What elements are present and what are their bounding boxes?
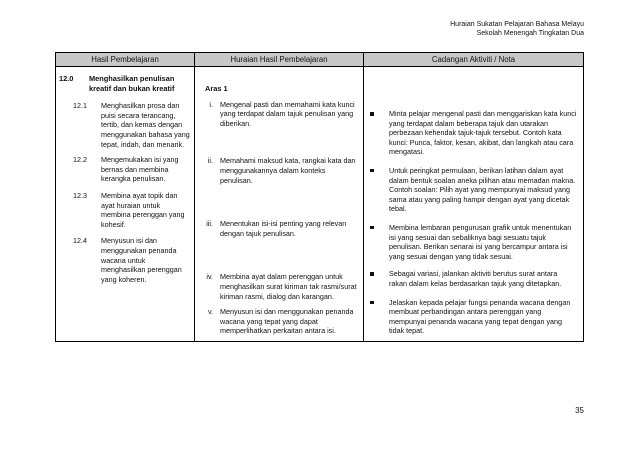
description-number: i. — [209, 99, 213, 109]
sub-outcome-text: Menyusun isi dan menggunakan penanda wacana untuk menghasilkan perenggan yang koheren. — [101, 236, 182, 284]
description-text: Menentukan isi-isi penting yang relevan dengan tajuk penulisan. — [220, 219, 347, 238]
activity-text: Sebagai variasi, jalankan aktiviti berutus surat antara rakan dalam kelas berdasarkan tajuk yang ditetapkan. — [389, 269, 562, 288]
activity-item — [364, 298, 583, 336]
column-header-suggested-activities: Cadangan Aktiviti / Nota — [364, 53, 584, 67]
sub-outcome-item — [56, 155, 194, 184]
bullet-icon — [370, 112, 374, 116]
bullet-icon — [370, 301, 374, 305]
document-header — [450, 21, 584, 38]
sub-outcome-text: Membina ayat topik dan ayat huraian untuk membina perenggan yang kohesif. — [101, 190, 185, 229]
description-item — [195, 156, 363, 185]
description-text: Mengenal pasti dan memahami kata kunci yang terdapat dalam tajuk penulisan yang diberikan. — [220, 99, 355, 128]
description-number: v. — [207, 307, 213, 317]
column-header-outcome-description: Huraian Hasil Pembelajaran — [195, 53, 364, 67]
description-item — [195, 272, 363, 301]
table-body-row — [56, 67, 584, 342]
activity-text: Untuk peringkat permulaan, berikan latihan dalam ayat dalam bentuk soalan aneka pilihan atau memadan makna. Contoh soalan: Pilih ayat yang mempunyai maksud yang sama atau yang paling hampir dengan ayat yang dicetak tebal. — [389, 165, 576, 214]
bullet-icon — [370, 226, 374, 230]
sub-outcome-text: Mengemukakan isi yang bernas dan membina kerangka penulisan. — [101, 155, 179, 184]
activity-text: Membina lembaran pengurusan grafik untuk menentukan isi yang sesuai dan sebaliknya bagi sesuatu tajuk penulisan. Berikan senarai isi yang bercampur antara isi yang sesuai dengan yang tidak sesuai. — [389, 222, 572, 261]
bullet-icon — [370, 169, 374, 173]
sub-outcome-item — [56, 101, 194, 149]
activity-text: Minta pelajar mengenal pasti dan menggariskan kata kunci yang terdapat dalam beberapa tajuk dan utarakan perbezaan kehendak tajuk-tajuk tersebut. Contoh kata kunci: Punca, faktor, kesan, akibat, dan langkah atau cara mengatasi. — [389, 109, 577, 157]
activity-item — [364, 166, 583, 214]
outcome-heading — [56, 74, 194, 93]
sub-outcome-number: 12.4 — [73, 236, 87, 246]
suggested-activities-cell — [364, 67, 584, 342]
description-number: iii. — [206, 219, 213, 229]
bullet-icon — [370, 272, 374, 276]
description-text: Menyusun isi dan menggunakan penanda wacana yang tepat yang dapat memperlihatkan perkaitan antara isi. — [220, 307, 354, 336]
syllabus-table — [55, 52, 584, 342]
activity-text: Jelaskan kepada pelajar fungsi penanda wacana dengan membuat perbandingan antara perenggan yang mempunyai penanda wacana yang tepat dengan yang tidak tepat. — [389, 297, 571, 336]
description-text: Membina ayat dalam perenggan untuk menghasilkan surat kiriman tak rasmi/surat kiriman rasmi, dialog dan karangan. — [220, 272, 357, 301]
sub-outcome-text: Menghasilkan prosa dan puisi secara terancang, tertib, dan kemas dengan menggunakan bahasa yang tepat, indah, dan menarik. — [101, 101, 190, 149]
outcome-description-cell — [195, 67, 364, 342]
description-text: Memahami maksud kata, rangkai kata dan menggunakannya dalam konteks penulisan. — [220, 156, 356, 185]
outcome-title: Menghasilkan penulisan kreatif dan bukan kreatif — [89, 74, 175, 93]
learning-outcome-cell — [56, 67, 195, 342]
description-item — [195, 100, 363, 129]
sub-outcome-number: 12.2 — [73, 155, 87, 165]
header-line-subject: Huraian Sukatan Pelajaran Bahasa Melayu — [450, 21, 584, 28]
sub-outcome-item — [56, 236, 194, 284]
table-header-row — [56, 53, 584, 67]
activity-item — [364, 269, 583, 288]
description-number: iv. — [206, 272, 213, 282]
description-item — [195, 219, 363, 238]
sub-outcome-item — [56, 191, 194, 229]
description-item — [195, 307, 363, 336]
activity-item — [364, 109, 583, 157]
sub-outcome-number: 12.1 — [73, 101, 87, 111]
column-header-learning-outcome: Hasil Pembelajaran — [56, 53, 195, 67]
page-number: 35 — [575, 406, 584, 415]
description-number: ii. — [207, 156, 213, 166]
activity-item — [364, 223, 583, 261]
level-label: Aras 1 — [205, 84, 228, 93]
header-line-school: Sekolah Menengah Tingkatan Dua — [476, 29, 584, 37]
outcome-number: 12.0 — [59, 74, 74, 83]
sub-outcome-number: 12.3 — [73, 190, 87, 200]
